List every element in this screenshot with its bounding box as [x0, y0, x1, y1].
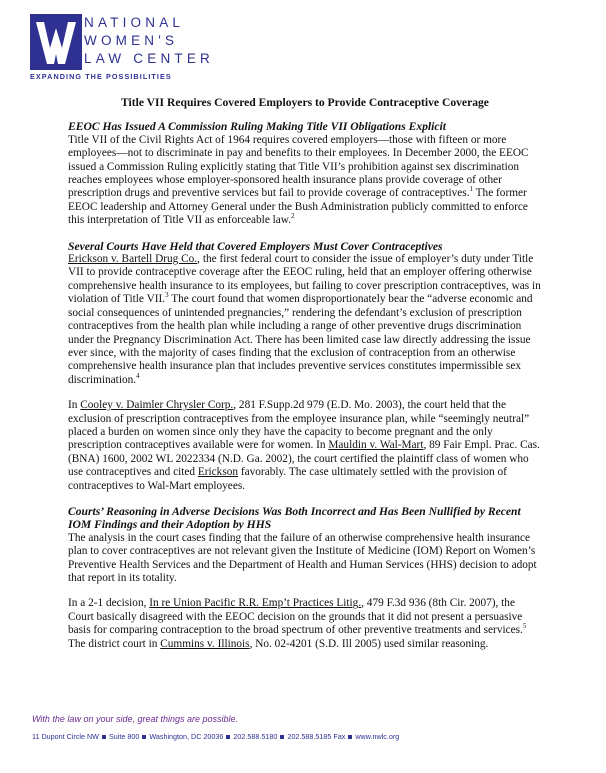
- footer-phone: 202.588.5180: [233, 732, 278, 741]
- nwlc-logo: [30, 14, 230, 84]
- document-body: [68, 96, 542, 651]
- case-citation-cummins: Cummins v. Illinois: [160, 637, 250, 650]
- org-name-line-2: WOMEN'S: [84, 33, 179, 48]
- section-2-paragraph-2: In Cooley v. Daimler Chrysler Corp., 281 F.Supp.2d 979 (E.D. Mo. 2003), the court held that the exclusion of prescription contraceptives from the employee insurance plan, while “seemingly neutral” placed a burden on women since only they have the capacity to become pregnant and the only prescription contraceptives available were for women. In Mauldin v. Wal-Mart, 89 Fair Empl. Prac. Cas. (BNA) 1600, 2002 WL 2022334 (N.D. Ga. 2002), the court certified the plaintiff class of women who use contraceptives and cited Erickson favorably. The case ultimately settled with the provision of contraceptives to Wal-Mart employees.: [68, 399, 540, 492]
- footer-fax: 202.588.5185 Fax: [287, 732, 346, 741]
- separator-square-icon: [102, 735, 106, 739]
- case-citation-mauldin: Mauldin v. Wal-Mart: [328, 439, 424, 452]
- footnote-ref-4[interactable]: 4: [136, 371, 140, 380]
- case-citation-erickson-short: Erickson: [197, 466, 239, 479]
- nwlc-w-logo-icon: [30, 14, 82, 70]
- footer-street: 11 Dupont Circle NW: [32, 732, 99, 741]
- section-1-paragraph: Title VII of the Civil Rights Act of 1964 requires covered employers—those with fifteen or more employees—not to discriminate in pay and benefits to their employees. In December 2000, the EEOC issued a Commission Ruling explicitly stating that Title VII’s prohibition against sex discrimination reaches employees whose employer-sponsored health insurance plans provide coverage of other prescription drugs and preventive services but fail to provide coverage of contraceptives.$^1$ The former EEOC leadership and Attorney General under the Bush Administration publicly committed to enforce this interpretation of Title VII as enforceable law.$^2$: [68, 133, 529, 227]
- footnote-ref-3[interactable]: 3: [165, 291, 169, 300]
- section-2-paragraph-1: Erickson v. Bartell Drug Co., the first federal court to consider the issue of employer’s duty under Title VII to provide contraceptive coverage after the EEOC ruling, held that an employer offering otherwise comprehensive health insurance to its employees, but failing to cover prescription contraceptives, was in violation of Title VII.$^3$ The court found that women disproportionately bear the “adverse economic and social consequences of unintended pregnancies,” rendering the defendant’s exclusion of prescription contraceptives from the health plan while including a range of other preventive drugs discrimination under the Pregnancy Discrimination Act. There has been limited case law directly addressing the issue ever since, with the majority of cases finding that the exclusion of contraception from an otherwise comprehensive health insurance plan that includes preventive services constitutes impermissible sex discrimination.$^4$: [68, 253, 541, 386]
- page-footer: [32, 714, 592, 741]
- footer-website-link[interactable]: www.nwlc.org: [355, 732, 400, 741]
- separator-square-icon: [280, 735, 284, 739]
- footnote-ref-1[interactable]: 1: [469, 185, 474, 194]
- document-title: Title VII Requires Covered Employers to Provide Contraceptive Coverage: [121, 96, 489, 109]
- org-tagline: EXPANDING THE POSSIBILITIES: [30, 72, 172, 81]
- footnote-ref-2[interactable]: 2: [291, 212, 295, 221]
- footer-address: [32, 732, 592, 741]
- footer-suite: Suite 800: [108, 732, 140, 741]
- section-2-heading: Several Courts Have Held that Covered Employers Must Cover Contraceptives: [68, 239, 443, 253]
- section-3-paragraph-2: In a 2-1 decision, In re Union Pacific R.R. Emp’t Practices Litig., 479 F.3d 936 (8th Cir. 2007), the Court basically disagreed with the EEOC decision on the grounds that it did not present a persuasive basis for comparing contraception to the broad spectrum of other preventive treatments and services.$^5$ The district court in Cummins v. Illinois, No. 02-4201 (S.D. Ill 2005) used similar reasoning.: [68, 597, 527, 650]
- separator-square-icon: [142, 735, 146, 739]
- case-citation-erickson: Erickson v. Bartell Drug Co.: [68, 253, 198, 266]
- section-3-paragraph-1: The analysis in the court cases finding that the failure of an otherwise comprehensive health insurance plan to cover contraceptives are not relevant given the Institute of Medicine (IOM) Report on Women’s Preventive Health Services and the Department of Health and Human Services (HHS) decision to adopt that report in its totality.: [68, 531, 537, 584]
- footer-city: Washington, DC 20036: [149, 732, 224, 741]
- case-citation-cooley: Cooley v. Daimler Chrysler Corp.: [80, 399, 234, 412]
- section-1-heading: EEOC Has Issued A Commission Ruling Making Title VII Obligations Explicit: [68, 120, 446, 134]
- separator-square-icon: [226, 735, 230, 739]
- case-citation-union-pacific: In re Union Pacific R.R. Emp’t Practices Litig.: [149, 597, 362, 610]
- footer-motto: With the law on your side, great things are possible.: [32, 714, 239, 724]
- org-name-line-3: LAW CENTER: [84, 51, 215, 66]
- separator-square-icon: [348, 735, 352, 739]
- section-3-heading: Courts’ Reasoning in Adverse Decisions Was Both Incorrect and Has Been Nullified by Recent IOM Findings and their Adoption by HHS: [68, 504, 521, 532]
- org-name-line-1: NATIONAL: [84, 15, 185, 30]
- footnote-ref-5[interactable]: 5: [522, 622, 527, 631]
